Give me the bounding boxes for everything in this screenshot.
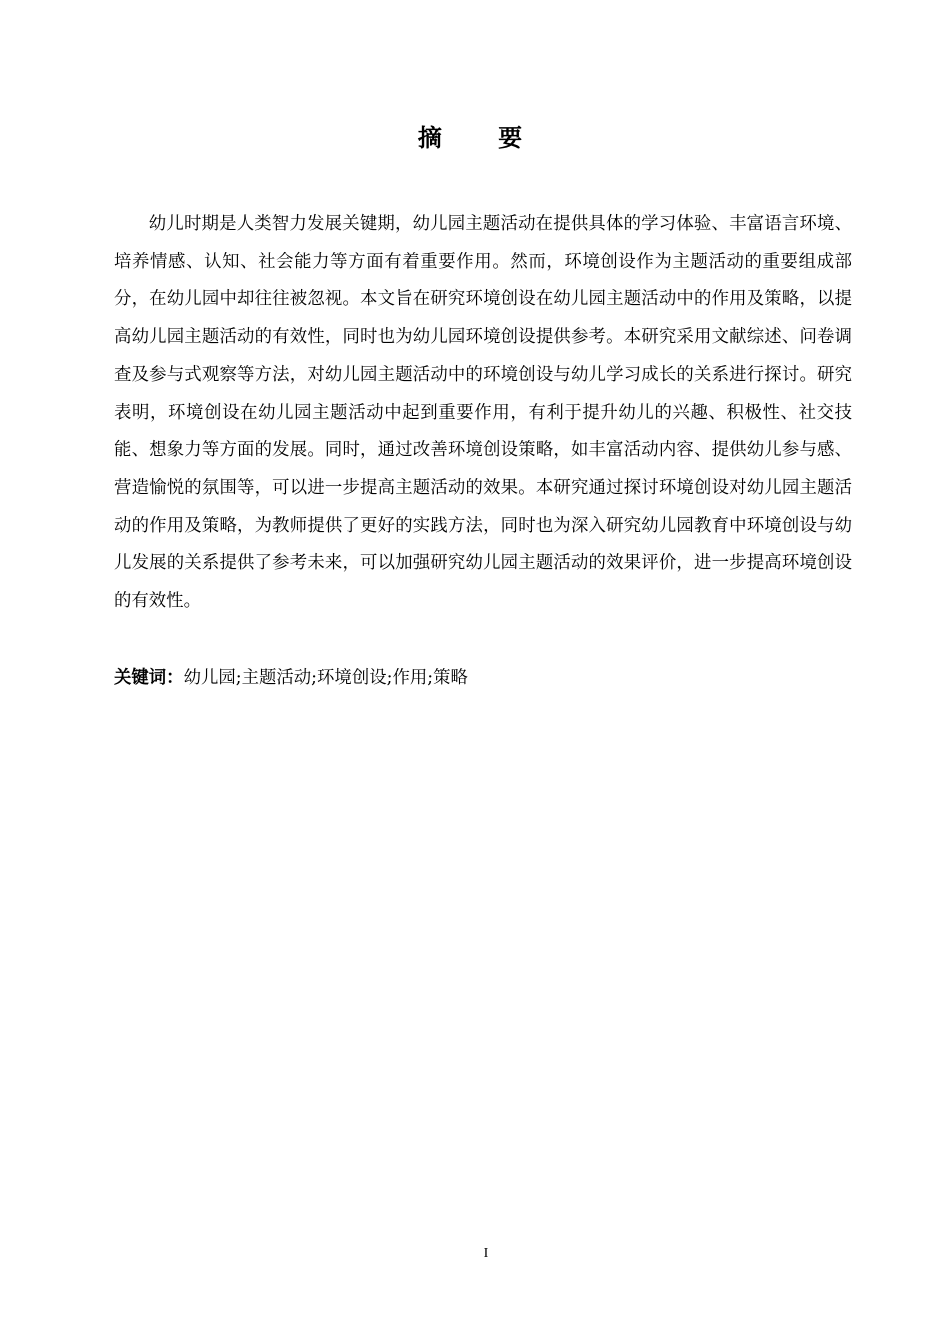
keywords-line [114, 664, 852, 692]
keywords-label: 关键词： [114, 668, 184, 688]
abstract-body: 幼儿时期是人类智力发展关键期，幼儿园主题活动在提供具体的学习体验、丰富语言环境、培养情感、认知、社会能力等方面有着重要作用。然而，环境创设作为主题活动的重要组成部分，在幼儿园中却往往被忽视。本文旨在研究环境创设在幼儿园主题活动中的作用及策略，以提高幼儿园主题活动的有效性，同时也为幼儿园环境创设提供参考。本研究采用文献综述、问卷调查及参与式观察等方法，对幼儿园主题活动中的环境创设与幼儿学习成长的关系进行探讨。研究表明，环境创设在幼儿园主题活动中起到重要作用，有利于提升幼儿的兴趣、积极性、社交技能、想象力等方面的发展。同时，通过改善环境创设策略，如丰富活动内容、提供幼儿参与感、营造愉悦的氛围等，可以进一步提高主题活动的效果。本研究通过探讨环境创设对幼儿园主题活动的作用及策略，为教师提供了更好的实践方法，同时也为深入研究幼儿园教育中环境创设与幼儿发展的关系提供了参考未来，可以加强研究幼儿园主题活动的效果评价，进一步提高环境创设的有效性。 [114, 214, 852, 612]
abstract-title: 摘 要 [417, 124, 547, 152]
keywords-text: 幼儿园;主题活动;环境创设;作用;策略 [183, 668, 468, 688]
page-number: I [483, 1246, 489, 1261]
